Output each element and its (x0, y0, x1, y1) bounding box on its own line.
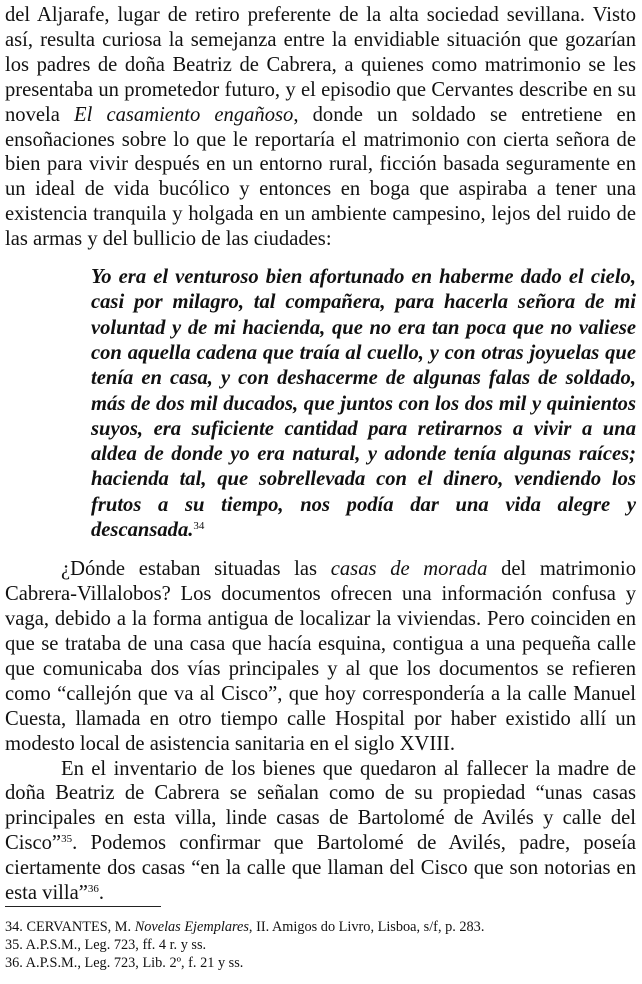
para3-start: En el inventario de los bienes que quedaron al fallecer la madre de doña Beatriz de Cabrera se señalan como de su propiedad “unas casas principales en esta villa, linde casas de Bartolomé de Avilés y calle del Cisco” (5, 757, 636, 855)
novel-title: El casamiento engañoso (74, 103, 294, 126)
para3-end: . (98, 882, 105, 905)
footnote-number: 36. (5, 955, 23, 972)
italic-term: casas de morada (330, 558, 488, 581)
page-content (5, 0, 636, 906)
footnote-work-title: Novelas Ejemplares (134, 919, 249, 935)
para1-tail: , donde un soldado se entretiene en ensoñaciones sobre lo que le reportaría el matrimonio con cierta señora de bien para vivir después en un entorno rural, ficción basada seguramente en un ideal de vida bucólico y entonces en boga que aspiraba a tener una existencia tranquila y holgada en un ambiente campesino, lejos del ruido de las armas y del bullicio de las ciudades: (5, 103, 636, 251)
footnote-34 (5, 918, 636, 936)
footnote-number: 35. (5, 937, 23, 954)
footnote-rest: , II. Amigos do Livro, Lisboa, s/f, p. 283. (248, 919, 485, 935)
footnote-ref-34: 34 (193, 520, 205, 533)
footnote-36 (5, 954, 636, 972)
para1-text: del Aljarafe, lugar de retiro preferente de la alta sociedad sevillana. Visto así, resulta curiosa la semejanza entre la envidiable situación que gozarían los padres de doña Beatriz de Cabrera, a quienes como matrimonio se les presentaba un prometedor futuro, y el episodio que Cervantes describe en su novela (5, 4, 636, 126)
para2-start: ¿Dónde estaban situadas las (61, 558, 331, 581)
footnote-ref-35: 35 (61, 833, 73, 846)
block-quote (91, 265, 636, 543)
para2-tail: del matrimonio Cabrera-Villalobos? Los documentos ofrecen una información confusa y vaga, debido a la forma antigua de localizar la viviendas. Pero coinciden en que se trataba de una casa que hacía esquina, contigua a una pequeña calle que comunicaba dos vías principales y al que los documentos se refieren como “callejón que va al Cisco”, que hoy correspondería a la calle Manuel Cuesta, llamada en otro tiempo calle Hospital por haber existido allí un modesto local de asistencia sanitaria en el siglo XVIII. (5, 558, 636, 755)
footnote-text: A.P.S.M., Leg. 723, Lib. 2º, f. 21 y ss. (25, 955, 244, 972)
footnote-35 (5, 936, 636, 954)
footnote-divider (5, 906, 161, 907)
footnote-author: CERVANTES, M. (26, 919, 132, 935)
body-paragraph-2 (5, 557, 636, 756)
quote-text: Yo era el venturoso bien afortunado en haberme dado el cielo, casi por milagro, tal compañera, para hacerla señora de mi voluntad y de mi hacienda, que no era tan poca que no valiese con aquella cadena que traía al cuello, y con otras joyuelas que tenía en casa, y con deshacerme de algunas falas de soldado, más de dos mil ducados, que juntos con los dos mil y quinientos suyos, era suficiente cantidad para retirarnos a vivir a una aldea de donde yo era natural, y adonde tenía algunas raíces; hacienda tal, que sobrellevada con el dinero, vendiendo los frutos a su tiempo, nos podía dar una vida alegre y descansada. (91, 266, 636, 542)
para3-mid: . Podemos confirmar que Bartolomé de Avilés, padre, poseía ciertamente dos casas “en la calle que llaman del Cisco que son notorias en esta villa” (5, 832, 636, 905)
body-paragraph-1 (5, 3, 636, 252)
footnote-text: A.P.S.M., Leg. 723, ff. 4 r. y ss. (25, 937, 207, 954)
footnote-number: 34. (5, 919, 23, 935)
footnotes (5, 918, 636, 973)
footnote-ref-36: 36 (87, 883, 99, 896)
body-paragraph-3 (5, 757, 636, 906)
